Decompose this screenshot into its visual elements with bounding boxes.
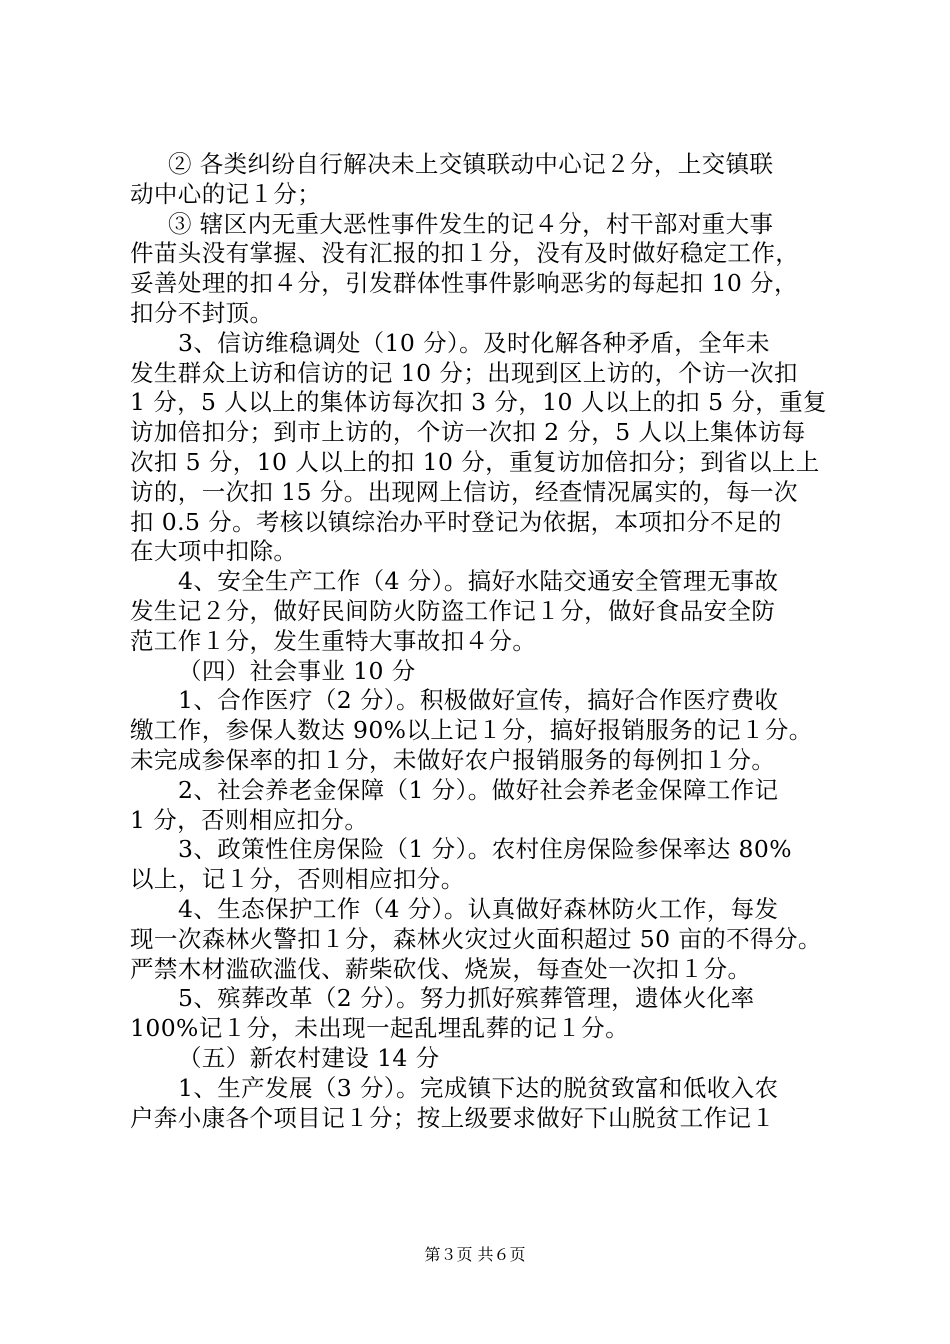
text-line: 发生记２分，做好民间防火防盗工作记１分，做好食品安全防 (130, 596, 776, 625)
text-line: 未完成参保率的扣１分，未做好农户报销服务的每例扣１分。 (130, 745, 776, 774)
text-line: 发生群众上访和信访的记 10 分；出现到区上访的，个访一次扣 (130, 358, 798, 387)
text-line: 100%记１分，未出现一起乱埋乱葬的记１分。 (130, 1014, 629, 1043)
text-line: ② 各类纠纷自行解决未上交镇联动中心记２分，上交镇联 (168, 150, 774, 178)
text-line: 5、殡葬改革（2 分）。努力抓好殡葬管理，遗体火化率 (178, 984, 755, 1013)
text-line: 1 分，否则相应扣分。 (130, 805, 369, 834)
text-line: 1 分，5 人以上的集体访每次扣 3 分，10 人以上的扣 5 分，重复 (130, 388, 827, 417)
text-line: 次扣 5 分，10 人以上的扣 10 分，重复访加倍扣分；到省以上上 (130, 447, 820, 476)
text-line: 1、生产发展（3 分）。完成镇下达的脱贫致富和低收入农 (178, 1073, 779, 1102)
text-line: （五）新农村建设 14 分 (178, 1043, 440, 1072)
text-line: 扣分不封顶。 (130, 298, 274, 327)
text-line: 户奔小康各个项目记１分；按上级要求做好下山脱贫工作记１ (130, 1103, 776, 1132)
document-body (130, 150, 830, 1133)
page-footer: 第３页 共６页 (424, 1245, 526, 1264)
text-line: 2、社会养老金保障（1 分）。做好社会养老金保障工作记 (178, 775, 779, 804)
text-line: ③ 辖区内无重大恶性事件发生的记４分，村干部对重大事 (168, 209, 774, 238)
text-line: 妥善处理的扣４分，引发群体性事件影响恶劣的每起扣 10 分， (130, 269, 798, 298)
text-line: 扣 0.5 分。考核以镇综治办平时登记为依据，本项扣分不足的 (130, 507, 782, 536)
text-line: 以上，记１分，否则相应扣分。 (130, 865, 465, 894)
text-line: 访加倍扣分；到市上访的，个访一次扣 2 分，5 人以上集体访每 (130, 418, 806, 447)
text-line: 动中心的记１分； (130, 179, 322, 208)
text-line: 3、信访维稳调处（10 分）。及时化解各种矛盾，全年未 (178, 328, 770, 357)
text-line: （四）社会事业 10 分 (178, 656, 416, 685)
text-line: 访的，一次扣 15 分。出现网上信访，经查情况属实的，每一次 (130, 477, 798, 506)
text-line: 4、安全生产工作（4 分）。搞好水陆交通安全管理无事故 (178, 567, 779, 596)
text-line: 件苗头没有掌握、没有汇报的扣１分，没有及时做好稳定工作， (130, 239, 800, 268)
text-line: 1、合作医疗（2 分）。积极做好宣传，搞好合作医疗费收 (178, 686, 779, 715)
text-line: 范工作１分，发生重特大事故扣４分。 (130, 626, 537, 655)
text-line: 严禁木材滥砍滥伐、薪柴砍伐、烧炭，每查处一次扣１分。 (130, 954, 752, 983)
text-line: 4、生态保护工作（4 分）。认真做好森林防火工作，每发 (178, 894, 779, 923)
text-line: 缴工作，参保人数达 90%以上记１分，搞好报销服务的记１分。 (130, 716, 813, 745)
text-line: 现一次森林火警扣１分，森林火灾过火面积超过 50 亩的不得分。 (130, 924, 822, 953)
text-line: 3、政策性住房保险（1 分）。农村住房保险参保率达 80% (178, 835, 792, 864)
text-line: 在大项中扣除。 (130, 537, 298, 566)
